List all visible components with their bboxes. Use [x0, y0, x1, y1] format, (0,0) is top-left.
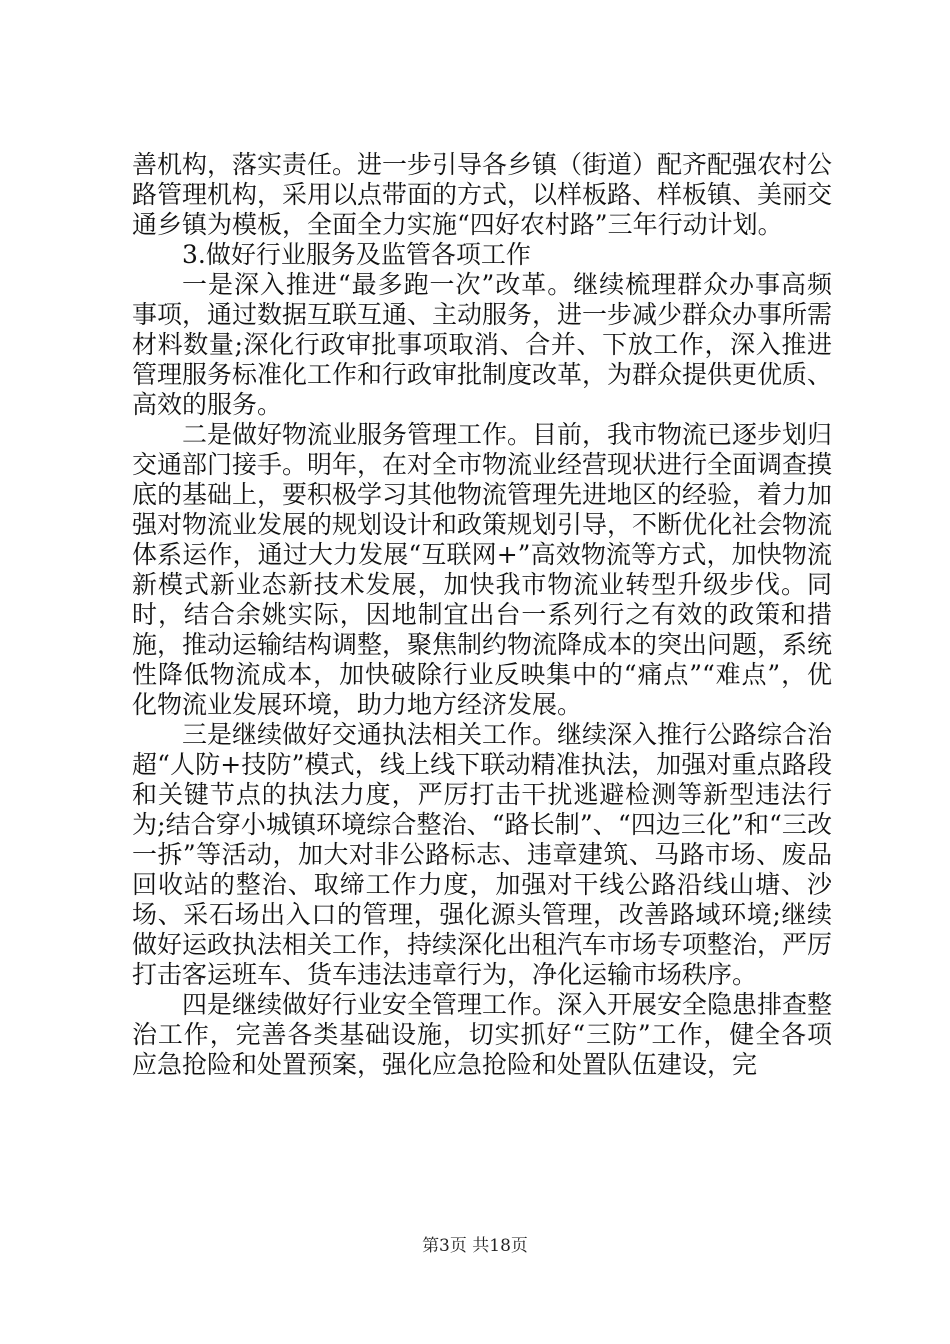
document-body: [132, 150, 832, 1080]
paragraph-enforcement: 三是继续做好交通执法相关工作。继续深入推行公路综合治超“人防+技防”模式，线上线下联动精准执法，加强对重点路段和关键节点的执法力度，严厉打击干扰逃避检测等新型违法行为;结合穿小城镇环境综合整治、“路长制”、“四边三化”和“三改一拆”等活动，加大对非公路标志、违章建筑、马路市场、废品回收站的整治、取缔工作力度，加强对干线公路沿线山塘、沙场、采石场出入口的管理，强化源头管理，改善路域环境;继续做好运政执法相关工作，持续深化出租汽车市场专项整治，严厉打击客运班车、货车违法违章行为，净化运输市场秩序。: [132, 720, 833, 989]
paragraph-safety: 四是继续做好行业安全管理工作。深入开展安全隐患排查整治工作，完善各类基础设施，切实抓好“三防”工作，健全各项应急抢险和处置预案，强化应急抢险和处置队伍建设，完: [132, 990, 833, 1079]
paragraph-reform: 一是深入推进“最多跑一次”改革。继续梳理群众办事高频事项，通过数据互联互通、主动服务，进一步减少群众办事所需材料数量;深化行政审批事项取消、合并、下放工作，深入推进管理服务标准化工作和行政审批制度改革，为群众提供更优质、高效的服务。: [132, 270, 833, 419]
paragraph-logistics: 二是做好物流业服务管理工作。目前，我市物流已逐步划归交通部门接手。明年，在对全市物流业经营现状进行全面调查摸底的基础上，要积极学习其他物流管理先进地区的经验，着力加强对物流业发展的规划设计和政策规划引导，不断优化社会物流体系运作，通过大力发展“互联网+”高效物流等方式，加快物流新模式新业态新技术发展，加快我市物流业转型升级步伐。同时，结合余姚实际，因地制宜出台一系列行之有效的政策和措施，推动运输结构调整，聚焦制约物流降成本的突出问题，系统性降低物流成本，加快破除行业反映集中的“痛点”“难点”，优化物流业发展环境，助力地方经济发展。: [132, 420, 833, 719]
paragraph-continuation: 善机构，落实责任。进一步引导各乡镇（街道）配齐配强农村公路管理机构，采用以点带面的方式，以样板路、样板镇、美丽交通乡镇为模板，全面全力实施“四好农村路”三年行动计划。: [132, 150, 833, 239]
page-footer: 第3页 共18页: [422, 1236, 528, 1256]
section-heading: 3.做好行业服务及监管各项工作: [182, 240, 531, 269]
